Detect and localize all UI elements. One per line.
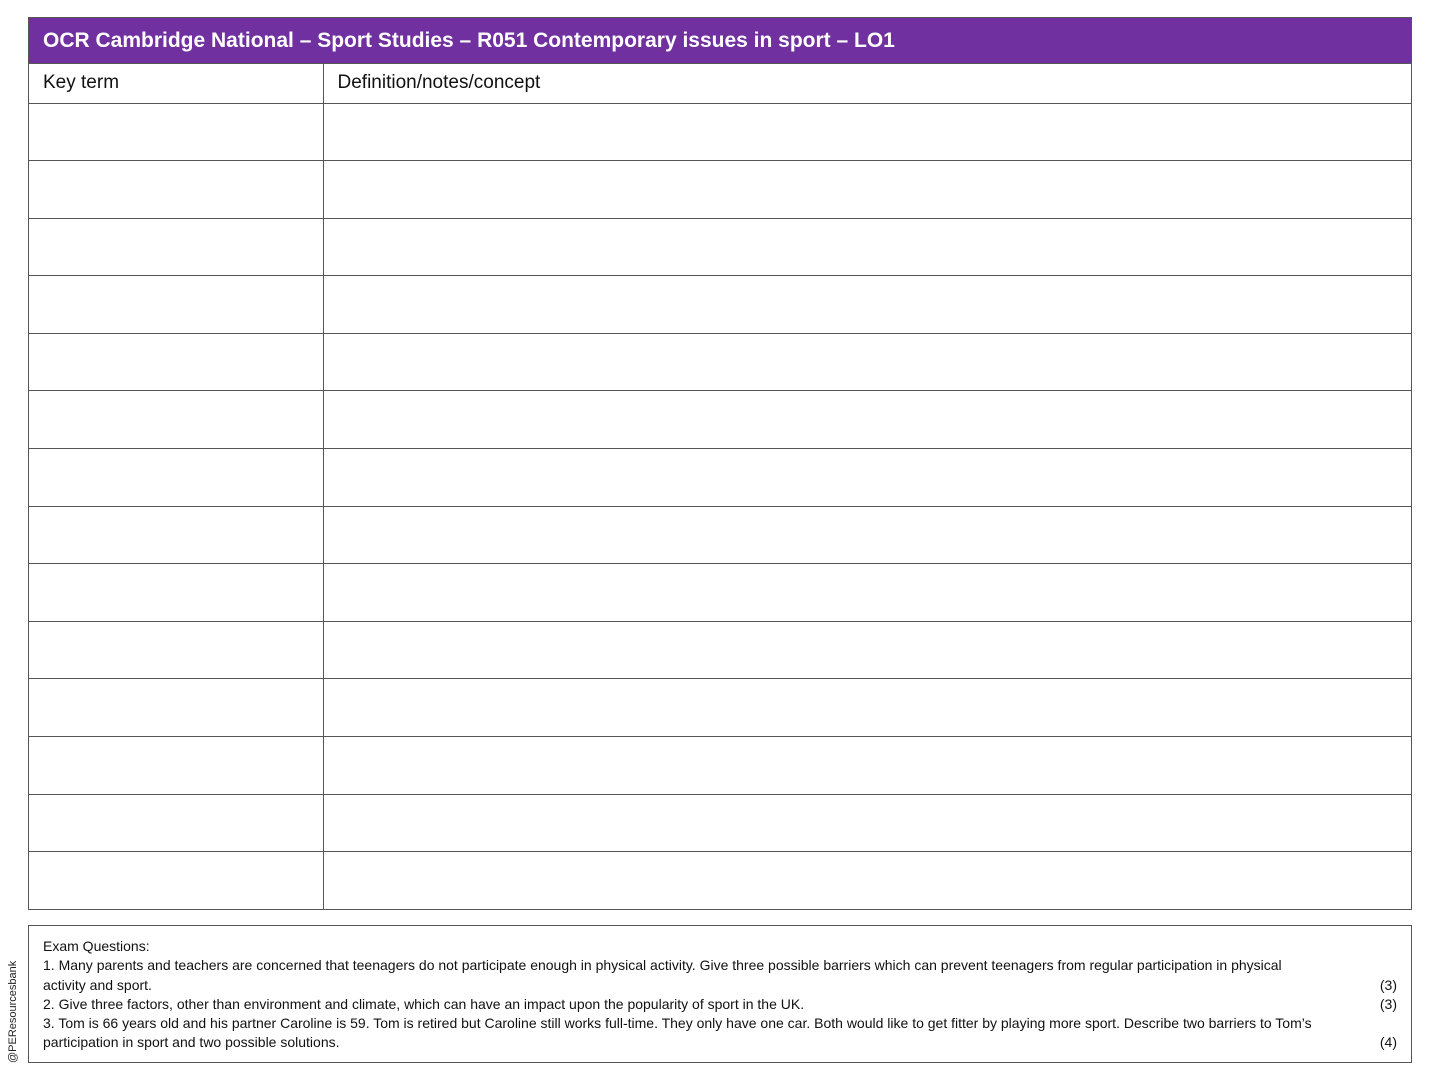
- key-term-cell[interactable]: [29, 794, 323, 852]
- table-row: [29, 621, 1411, 679]
- exam-question-3-line-1: 3. Tom is 66 years old and his partner Caroline is 59. Tom is retired but Caroline still works full-time. They only have one car. Both would like to get fitter by playing more sport. Describe two barriers to Tom’s: [43, 1015, 1312, 1032]
- definition-cell[interactable]: [323, 449, 1411, 507]
- key-term-cell[interactable]: [29, 852, 323, 910]
- exam-question-2-line-1: 2. Give three factors, other than environment and climate, which can have an impact upon the popularity of sport in the UK.: [43, 995, 805, 1012]
- key-term-cell[interactable]: [29, 276, 323, 334]
- exam-question-1-line-2: activity and sport.: [43, 976, 152, 993]
- table-row: [29, 103, 1411, 161]
- exam-question-3: [43, 1014, 1397, 1053]
- definition-cell[interactable]: [323, 103, 1411, 161]
- definition-cell[interactable]: [323, 276, 1411, 334]
- page-title: OCR Cambridge National – Sport Studies – R051 Contemporary issues in sport – LO1: [29, 18, 1411, 64]
- table-row: [29, 333, 1411, 391]
- key-term-cell[interactable]: [29, 333, 323, 391]
- exam-question-1-line-1: 1. Many parents and teachers are concerned that teenagers do not participate enough in physical activity. Give three possible barriers which can prevent teenagers from regular participation in physical: [43, 957, 1282, 974]
- exam-question-1: [43, 956, 1397, 995]
- key-term-cell[interactable]: [29, 103, 323, 161]
- key-term-cell[interactable]: [29, 161, 323, 219]
- key-term-cell[interactable]: [29, 449, 323, 507]
- exam-questions-heading: Exam Questions:: [43, 938, 150, 954]
- exam-question-2-marks: (3): [1379, 995, 1397, 1012]
- definition-cell[interactable]: [323, 506, 1411, 564]
- key-term-cell[interactable]: [29, 679, 323, 737]
- definition-cell[interactable]: [323, 564, 1411, 622]
- table-row: [29, 564, 1411, 622]
- key-term-cell[interactable]: [29, 621, 323, 679]
- table-row: [29, 737, 1411, 795]
- column-header-definition: Definition/notes/concept: [323, 64, 1411, 103]
- table-row: [29, 679, 1411, 737]
- column-header-key-term: Key term: [29, 64, 323, 103]
- exam-question-3-line-2: participation in sport and two possible solutions.: [43, 1034, 340, 1051]
- key-terms-sheet: [28, 17, 1412, 910]
- table-row: [29, 218, 1411, 276]
- table-row: [29, 506, 1411, 564]
- table-row: [29, 852, 1411, 910]
- definition-cell[interactable]: [323, 391, 1411, 449]
- table-row: [29, 276, 1411, 334]
- exam-questions-box: [28, 925, 1412, 1063]
- key-term-cell[interactable]: [29, 564, 323, 622]
- key-term-cell[interactable]: [29, 506, 323, 564]
- definition-cell[interactable]: [323, 161, 1411, 219]
- definition-cell[interactable]: [323, 679, 1411, 737]
- table-row: [29, 161, 1411, 219]
- definition-cell[interactable]: [323, 621, 1411, 679]
- key-terms-table: [29, 64, 1411, 909]
- key-term-cell[interactable]: [29, 391, 323, 449]
- table-row: [29, 391, 1411, 449]
- exam-question-2: [43, 995, 1397, 1014]
- table-row: [29, 449, 1411, 507]
- definition-cell[interactable]: [323, 852, 1411, 910]
- table-header-row: [29, 64, 1411, 103]
- definition-cell[interactable]: [323, 794, 1411, 852]
- key-term-cell[interactable]: [29, 737, 323, 795]
- key-term-cell[interactable]: [29, 218, 323, 276]
- definition-cell[interactable]: [323, 333, 1411, 391]
- side-watermark-label: @PEResourcesbank: [7, 960, 19, 1063]
- table-row: [29, 794, 1411, 852]
- exam-question-3-marks: (4): [1379, 1034, 1397, 1051]
- definition-cell[interactable]: [323, 218, 1411, 276]
- exam-question-1-marks: (3): [1379, 976, 1397, 993]
- key-terms-body: [29, 103, 1411, 909]
- definition-cell[interactable]: [323, 737, 1411, 795]
